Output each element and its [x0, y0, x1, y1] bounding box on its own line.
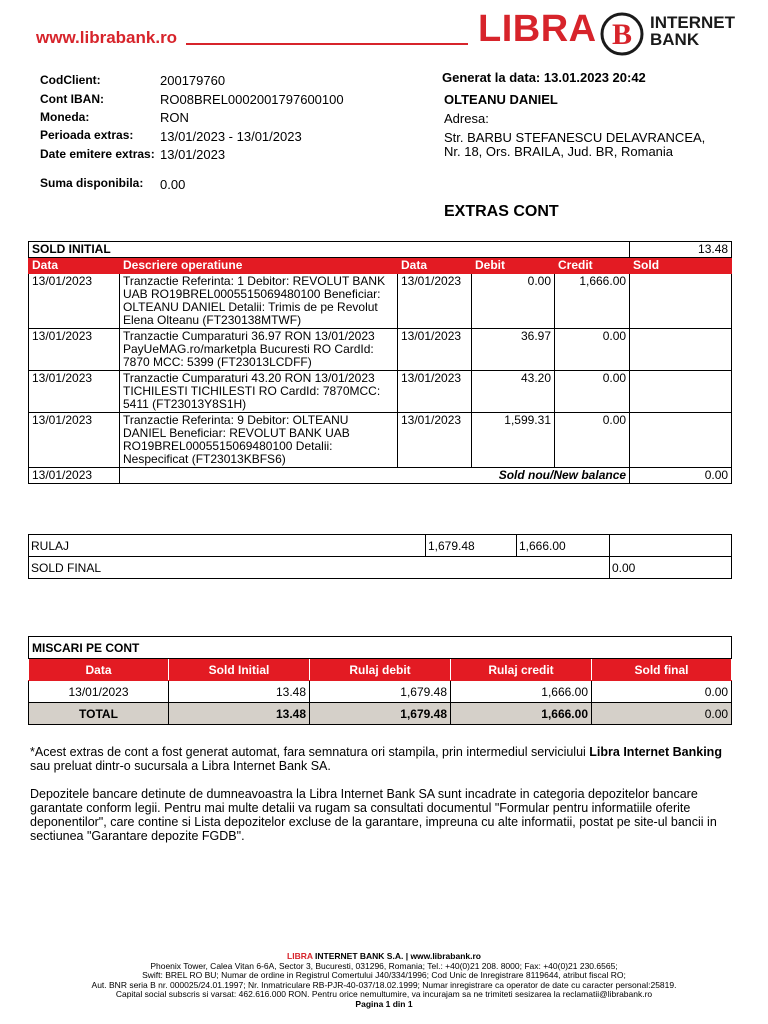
cell-desc: Tranzactie Referinta: 1 Debitor: REVOLUT BANK UAB RO19BREL0005515069480100 Beneficiar: OLTEANU DANIEL Detalii: Trimis de pe Revolut Elena Olteanu (FT230138MTWF) [120, 274, 398, 329]
footer-line3: Swift: BREL RO BU; Numar de ordine in Registrul Comertului J40/334/1996; Cod Unic de Inregistrare 8119644, atribut fiscal RO; [142, 970, 626, 981]
rulaj-row [29, 535, 732, 557]
svg-text:B: B [611, 18, 633, 51]
cell-date: 13/01/2023 [29, 371, 120, 413]
cell-desc: Tranzactie Cumparaturi 36.97 RON 13/01/2023 PayUeMAG.ro/marketpla Bucuresti RO CardId: 7870 MCC: 5399 (FT23013LCDFF) [120, 329, 398, 371]
value-moneda: RON [160, 110, 189, 125]
total-sold-initial: 13.48 [169, 703, 310, 725]
cell-debit: 0.00 [472, 274, 555, 329]
value-codclient: 200179760 [160, 73, 226, 88]
generated-date: Generat la data: 13.01.2023 20:42 [442, 70, 646, 85]
label-iban: Cont IBAN: [40, 92, 104, 106]
rulaj-label: RULAJ [29, 535, 426, 557]
label-emitere: Date emitere extras: [40, 147, 155, 161]
cell-credit: 1,666.00 [555, 274, 630, 329]
cell-sold-final: 0.00 [592, 681, 732, 703]
col-header: Sold Initial [169, 659, 310, 681]
total-rulaj-credit: 1,666.00 [451, 703, 592, 725]
table-row [29, 371, 732, 413]
label-codclient: CodClient: [40, 73, 101, 87]
note-text-a: *Acest extras de cont a fost generat automat, fara semnatura ori stampila, prin intermediul serviciului [30, 745, 590, 759]
cell-sold [630, 329, 732, 371]
sold-final-row [29, 557, 732, 579]
footer-company: INTERNET BANK S.A. | www.librabank.ro [312, 951, 481, 961]
col-header: Rulaj credit [451, 659, 592, 681]
address-label: Adresa: [444, 111, 489, 126]
footer-brand: LIBRA [287, 951, 313, 961]
cell-debit: 36.97 [472, 329, 555, 371]
value-emitere: 13/01/2023 [160, 147, 226, 162]
table-row [29, 413, 732, 468]
closing-balance-row [29, 468, 732, 484]
value-suma: 0.00 [160, 177, 186, 192]
cell-date: 13/01/2023 [29, 274, 120, 329]
logo-b-icon [599, 11, 645, 62]
statement-title: EXTRAS CONT [444, 203, 559, 220]
col-header: Sold final [592, 659, 732, 681]
movements-table [28, 636, 732, 725]
sold-final-label: SOLD FINAL [29, 557, 610, 579]
total-rulaj-debit: 1,679.48 [310, 703, 451, 725]
logo-wordmark: LIBRA [478, 8, 597, 50]
transactions-table [28, 241, 732, 484]
cell-credit: 0.00 [555, 329, 630, 371]
logo-line2: BANK [650, 30, 700, 49]
value-iban: RO08BREL0002001797600100 [160, 92, 344, 107]
closing-value: 0.00 [630, 468, 732, 484]
cell-sold [630, 413, 732, 468]
col-header: Sold [630, 258, 732, 274]
client-address: Str. BARBU STEFANESCU DELAVRANCEA, Nr. 18, Ors. BRAILA, Jud. BR, Romania [444, 130, 706, 159]
bank-url: www.librabank.ro [36, 28, 178, 47]
movements-title: MISCARI PE CONT [29, 637, 732, 659]
sold-final-value: 0.00 [610, 557, 732, 579]
label-moneda: Moneda: [40, 110, 90, 124]
note-text-c: sau preluat dintr-o sucursala a Libra Internet Bank SA. [30, 759, 331, 773]
col-header: Debit [472, 258, 555, 274]
col-header: Data [29, 258, 120, 274]
closing-date: 13/01/2023 [29, 468, 120, 484]
logo-subtitle [650, 14, 735, 48]
footer-line4: Aut. BNR seria B nr. 000025/24.01.1997; Nr. Inmatriculare RB-PJR-40-037/18.02.1999; Numar inregistrare ca operator de date cu caracter personal:25819. [91, 979, 677, 990]
client-name: OLTEANU DANIEL [444, 92, 558, 107]
rulaj-credit: 1,666.00 [517, 535, 610, 557]
auto-generated-note [30, 745, 730, 773]
col-header: Rulaj debit [310, 659, 451, 681]
label-suma: Suma disponibila: [40, 176, 144, 190]
cell-date2: 13/01/2023 [398, 371, 472, 413]
cell-date2: 13/01/2023 [398, 329, 472, 371]
footer [0, 952, 768, 1010]
cell-date: 13/01/2023 [29, 681, 169, 703]
cell-rulaj-credit: 1,666.00 [451, 681, 592, 703]
table-header-row [29, 258, 732, 274]
footer-line5: Capital social subscris si varsat: 462.616.000 RON. Pentru orice nemultumire, va incurajam sa ne trimiteti sesizarea la reclamatii@librabank.ro [115, 989, 653, 1000]
cell-debit: 1,599.31 [472, 413, 555, 468]
cell-sold-initial: 13.48 [169, 681, 310, 703]
cell-rulaj-debit: 1,679.48 [310, 681, 451, 703]
total-sold-final: 0.00 [592, 703, 732, 725]
cell-date2: 13/01/2023 [398, 274, 472, 329]
cell-date: 13/01/2023 [29, 413, 120, 468]
cell-desc: Tranzactie Cumparaturi 43.20 RON 13/01/2023 TICHILESTI TICHILESTI RO CardId: 7870MCC: 5411 (FT23013Y8S1H) [120, 371, 398, 413]
rulaj-empty [610, 535, 732, 557]
cell-credit: 0.00 [555, 413, 630, 468]
cell-desc: Tranzactie Referinta: 9 Debitor: OLTEANU DANIEL Beneficiar: REVOLUT BANK UAB RO19BREL0005515069480100 Detalii: Nespecificat (FT23013KBFS6) [120, 413, 398, 468]
value-perioada: 13/01/2023 - 13/01/2023 [160, 129, 302, 144]
rulaj-debit: 1,679.48 [426, 535, 517, 557]
col-header: Credit [555, 258, 630, 274]
col-header: Descriere operatiune [120, 258, 398, 274]
col-header: Data [398, 258, 472, 274]
cell-sold [630, 274, 732, 329]
cell-date2: 13/01/2023 [398, 413, 472, 468]
opening-balance-label: SOLD INITIAL [29, 242, 630, 258]
opening-balance-value: 13.48 [630, 242, 732, 258]
page-number: Pagina 1 din 1 [355, 998, 413, 1009]
logo-line1: INTERNET [650, 13, 735, 32]
footer-line2: Phoenix Tower, Calea Vitan 6-6A, Sector 3, Bucuresti, 031296, Romania; Tel.: +40(0)21 208. 8000; Fax: +40(0)21 230.6565; [150, 960, 618, 971]
cell-sold [630, 371, 732, 413]
header-divider [186, 43, 468, 45]
closing-label: Sold nou/New balance [120, 468, 630, 484]
cell-credit: 0.00 [555, 371, 630, 413]
summary-table [28, 534, 732, 579]
movements-header-row [29, 659, 732, 681]
note-text-b: Libra Internet Banking [589, 745, 722, 759]
movements-row [29, 681, 732, 703]
movements-total-row [29, 703, 732, 725]
table-row [29, 274, 732, 329]
col-header: Data [29, 659, 169, 681]
table-row [29, 329, 732, 371]
cell-debit: 43.20 [472, 371, 555, 413]
deposit-guarantee-note: Depozitele bancare detinute de dumneavoastra la Libra Internet Bank SA sunt incadrate in categoria depozitelor bancare garantate conform legii. Pentru mai multe detalii va rugam sa consultati documentul "Formular pentru informatiile oferite deponentilor", care contine si Lista depozitelor excluse de la garantare, impreuna cu alte informatii, postat pe site-ul bancii in sectiunea "Garantare depozite FGDB". [30, 787, 717, 843]
total-label: TOTAL [29, 703, 169, 725]
label-perioada: Perioada extras: [40, 128, 134, 142]
cell-date: 13/01/2023 [29, 329, 120, 371]
